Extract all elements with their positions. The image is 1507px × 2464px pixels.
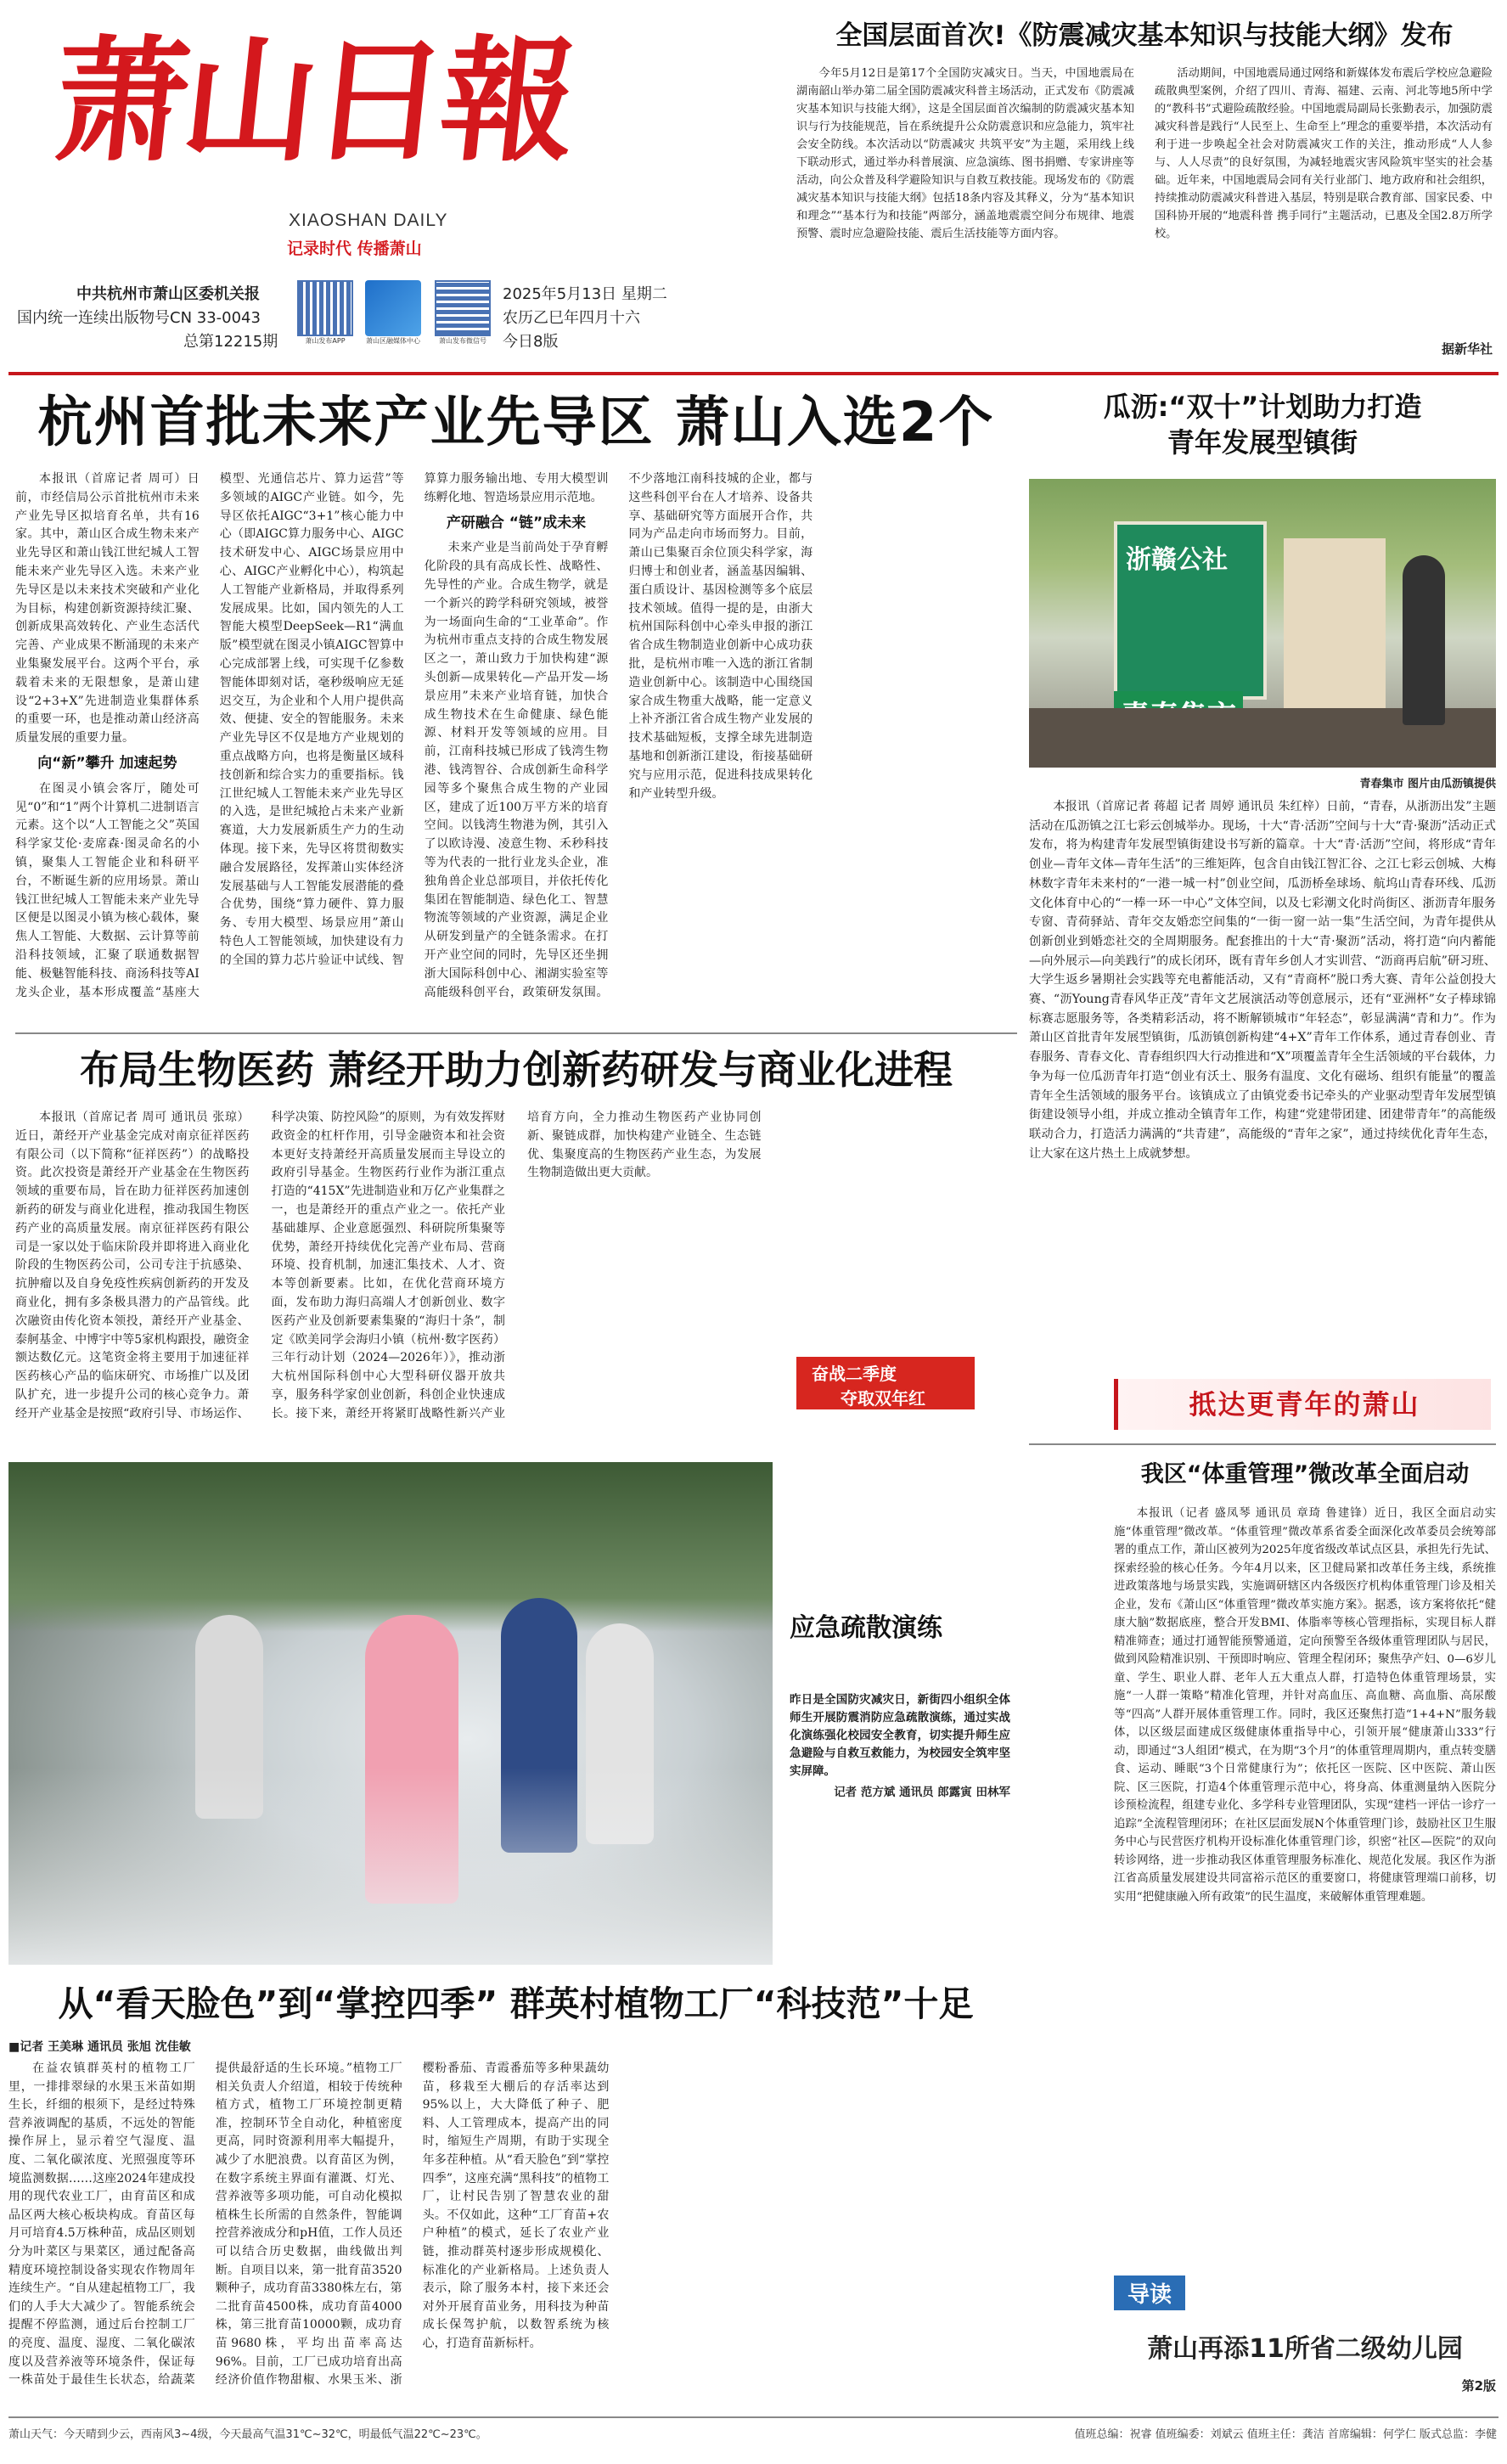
drill-section — [8, 1462, 1027, 1965]
plant-text: 在益农镇群英村的植物工厂里，一排排翠绿的水果玉米苗如期生长，纤细的根须下，是经过特殊营养液调配的基质，不远处的智能操作屏上，显示着空气湿度、温度、二氧化碳浓度、光照强度等环境监测数据……这座2024年建成投用的现代农业工厂，由育苗区和成品区两大核心板块构成。育苗区每月可培育4.5万株种苗，成品区则划分为叶菜区与果菜区，通过配备高精度环境控制设备实现农作物周年连续生产。“自从建起植物工厂，我们的人手大大减少了。智能系统会提醒不停监测，通过后台控制工厂的亮度、温度、湿度、二氧化碳浓度以及营养液等环境条件，保证每一株苗处于最佳生长状态，给蔬菜提供最舒适的生长环境。”植物工厂相关负责人介绍道，相较于传统种植方式，植物工厂环境控制更精准，控制环节全自动化，种植密度更高，同时资源利用率大幅提升，减少了水肥浪费。以育苗区为例，在数字系统主界面有灌溉、灯光、营养液等多项功能，可自动化模拟植株生长所需的自然条件，智能调控营养液成分和pH值，工作人员还可以结合历史数据，曲线做出判断。自项目以来，第一批育苗3520颗种子，成功育苗3380株左右，第二批育苗4500株，成功育苗4000株，第三批育苗10000颗，成功育苗9680株，平均出苗率高达96%。目前，工厂已成功培育出高经济价值作物甜椒、水果玉米、浙樱粉番茄、青霞番茄等多种果蔬幼苗，移栽至大棚后的存活率达到95%以上，大大降低了种子、肥料、人工管理成本，提高产出的同时，缩短生产周期，有助于实现全年多茬种植。从“看天脸色”到“掌控四季”，这座充满“黑科技”的植物工厂，让村民告别了智慧农业的甜头。不仅如此，这种“工厂育苗+农户种植”的模式，延长了农业产业链，推动群英村逐步形成规模化、标准化的产业新格局。上述负责人表示，除了服务本村，接下来还会对外开展育苗业务，用科技为种苗成长保驾护航，以数智系统为核心，打造育苗新标杆。 — [8, 2062, 610, 2388]
lead-subhead-1: 向“新”攀升 加速起势 — [37, 754, 177, 772]
masthead-rule — [8, 372, 1499, 375]
qr-center[interactable] — [365, 280, 421, 345]
section-rule-1 — [15, 1032, 1017, 1034]
footer-rule — [8, 2416, 1499, 2418]
lead-story — [15, 389, 1017, 1022]
masthead-slogan: 记录时代 传播萧山 — [287, 239, 422, 258]
campaign-badge — [796, 1357, 975, 1409]
qr-code-icon — [297, 280, 353, 336]
market-stall-2 — [1284, 538, 1386, 708]
lead-subhead-2: 产研融合 “链”成未来 — [446, 514, 587, 532]
plant-byline: ■记者 王美琳 通讯员 张旭 沈佳敏 — [8, 2040, 191, 2054]
footer-staff: 值班总编：祝睿 值班编委：刘斌云 值班主任：龚洁 首席编辑：何学仁 版式总监：李健 — [1074, 2428, 1497, 2441]
photo-sign-1: 浙赣公社 — [1126, 545, 1228, 575]
youth-banner-text: 抵达更青年的萧山 — [1189, 1388, 1420, 1420]
section-rule-2 — [1029, 1443, 1496, 1445]
guide-label: 导读 — [1114, 2276, 1185, 2310]
youth-banner — [1114, 1379, 1491, 1430]
media-center-logo-icon — [365, 280, 421, 336]
sidebar-youth — [1029, 389, 1496, 1430]
youth-market-photo — [1029, 479, 1496, 768]
drill-caption-box — [790, 1691, 1010, 1799]
guide-title[interactable]: 萧山再添11所省二级幼儿园 — [1147, 2334, 1463, 2364]
person — [1403, 555, 1445, 725]
qr-wechat[interactable] — [435, 280, 491, 345]
campaign-badge-2: 夺取双年红 — [841, 1388, 925, 1409]
drill-title: 应急疏散演练 — [790, 1613, 942, 1643]
guide-box[interactable] — [1114, 2276, 1496, 2407]
publisher: 中共杭州市萧山区委机关报 — [76, 285, 260, 303]
top-story-col1: 今年5月12日是第17个全国防灾减灾日。当天，中国地震局在湖南韶山举办第二届全国防震减灾科普主场活动，正式发布《防震减灾基本知识与技能大纲》，这是全国层面首次编制的防震减灾基本知识与行为技能规范，旨在系统提升公众防震意识和应急能力，筑牢社会安全防线。本次活动以“防震减灾 共筑平安”为主题，采用线上线下联动形式，通过举办科普展演、应急演练、图书捐赠、专家讲座等活动，向公众普及科学避险知识与自救互救技能。现场发布的《防震减灾基本知识与技能大纲》包括18条内容及其释义，分为“基本知识和理念”“基本行为和技能”两部分，涵盖地震震空间分布规律、地震预警、震时应急避险技能、震后生活技能等方面内容。 — [796, 67, 1134, 240]
masthead — [17, 17, 781, 374]
lead-title: 杭州首批未来产业先导区 萧山入选2个 — [37, 391, 995, 454]
plant-story — [8, 1978, 1023, 2411]
page-count: 今日8版 — [503, 333, 559, 351]
plant-title: 从“看天脸色”到“掌控四季” 群英村植物工厂“科技范”十足 — [58, 1983, 974, 2024]
top-story-col2: 活动期间，中国地震局通过网络和新媒体发布震后学校应急避险疏散典型案例，介绍了四川、青海、福建、云南、河北等地5所中学的“教科书”式避险疏散经验。中国地震局副局长张勤表示，加强防震减灾科普是践行“人民至上、生命至上”理念的重要举措，本次活动有利于进一步唤起全社会对防震减灾工作的关注，推动形成“人人参与、人人尽责”的良好氛围，为减轻地震灾害风险筑牢坚实的社会基础。近年来，中国地震局会同有关行业部门、地方政府和社会组织，持续推动防震减灾科普进入基层，特别是联合教育部、国家民委、中国科协开展的“地震科普 携手同行”主题活动，已惠及全国2.8万所学校。 — [1155, 67, 1493, 240]
qr-label: 萧山发布APP — [305, 337, 346, 345]
weight-text: 本报讯（记者 盛凤琴 通讯员 章琦 鲁建锋）近日，我区全面启动实施“体重管理”微改革。“体重管理”微改革系省委全面深化改革委员会统筹部署的重点工作，萧山区被列为2025年度省级改革试点区县，承担先行先试、探索经验的核心任务。今年4月以来，区卫健局紧扣改革任务主线，系统推进政策落地与场景实践，实施调研辖区内各级医疗机构体重管理门诊及相关企业，发布《萧山区“体重管理”微改革实施方案》。据悉，该方案将依托“健康大脑”数据底座，整合开发BMI、体脂率等核心管理指标，实现目标人群精准筛查；通过打通智能预警通道，定向预警至各级体重管理团队与居民，做到风险精准识别、干预即时响应、管理全程闭环；聚焦孕产妇、0—6岁儿童、学生、职业人群、老年人五大重点人群，打造特色体重管理场景，实施“一人群一策略”精准化管理，并针对高血压、高血糖、高血脂、高尿酸等“四高”人群开展体重管理工作。同时，我区还聚焦打造“1+4+N”服务载体，以区级层面建成区级健康体重指导中心，引领开展“健康萧山333”行动，即通过“3人组团”模式，在为期“3个月”的体重管理周期内，重点转变膳食、运动、睡眠“3个日常健康行为”；依托区一医院、区中医院、萧山医院、区三医院，打造4个体重管理示范中心，将身高、体重测量纳入医院分诊预检流程，组建专业化、多学科专业管理团队，实现“建档一评估一诊疗一追踪”全流程管理闭环；在社区层面发展N个体重管理门诊，鼓励社区卫生服务中心与民营医疗机构开设标准化体重管理门诊，织密“社区—医院”的双向转诊网络，进一步推动我区体重管理服务标准化、规范化发展。我区作为浙江省高质量发展建设共同富裕示范区的重要窗口，将健康管理端口前移，切实用“把健康融入所有政策”的民生温度，来破解体重管理难题。 — [1114, 1507, 1496, 1904]
photo-caption: 青春集市 图片由瓜沥镇提供 — [1359, 778, 1496, 790]
issue-number: 总第12215期 — [183, 333, 278, 351]
bio-text: 本报讯（首席记者 周可 通讯员 张琼）近日，萧经开产业基金完成对南京征祥医药有限公司（以下简称“征祥医药”）的战略投资。此次投资是萧经开产业基金在生物医药领域的重要布局，旨在助力征祥医药加速创新药的研发与商业化进程，推动我国生物医药产业的高质量发展。南京征祥医药有限公司是一家以处于临床阶段并即将进入商业化阶段的生物医药公司，公司专注于抗感染、抗肿瘤以及自身免疫性疾病创新药的开发及商业化，拥有多条极具潜力的产品管线。此次融资由传化资本领投，萧经开产业基金、泰舸基金、中博宇中等5家机构跟投，融资金额达数亿元。这笔资金将主要用于加速征祥医药核心产品的临床研究、市场推广以及团队扩充，进一步提升公司的核心竞争力。萧经开产业基金是按照“政府引导、市场运作、科学决策、防控风险”的原则，为有效发挥财政资金的杠杆作用，引导金融资本和社会资本更好支持萧经开高质量发展而主导设立的政府引导基金。生物医药行业作为浙江重点打造的“415X”先进制造业和万亿产业集群之一，也是萧经开的重点产业之一。依托产业基础雄厚、企业意愿强烈、科研院所集聚等优势，萧经开持续优化完善产业布局、营商环境、投育机制，加速汇集技术、人才、资本等创新要素。比如，在优化营商环境方面，发布助力海归高端人才创新创业、数字医药产业及创新要素集聚的“海归十条”，制定《欧美同学会海归小镇（杭州·数字医药）三年行动计划（2024—2026年）》，推动浙大杭州国际科创中心大型科研仪器开放共享，服务科学家创业创新，科创企业快速成长。接下来，萧经开将紧盯战略性新兴产业培育方向，全力推动生物医药产业协同创新、聚链成群，加快构建产业链全、生态链优、集聚度高的生物医药产业生态，为发展生物制造做出更大贡献。 — [15, 1111, 762, 1420]
cn-number: 国内统一连续出版物号CN 33-0043 — [17, 309, 261, 327]
campaign-badge-1: 奋战二季度 — [812, 1364, 897, 1384]
bio-story — [15, 1043, 1017, 1442]
guide-page: 第2版 — [1461, 2378, 1496, 2394]
lead-text: 本报讯（首席记者 周可）日前，市经信局公示首批杭州市未来产业先导区拟培育名单，共有16家。其中，萧山区合成生物未来产业先导区和萧山钱江世纪城人工智能未来产业先导区入选。未来产业先导区是以未来技术突破和产业化为目标，构建创新资源持续汇聚、创新成果高效转化、产业生态活代完善、产业成果不断涌现的未来产业集聚发展平台。这两个平台，承载着未来的无限想象，是萧山建设“2+3+X”先进制造业集群体系的重要一环，也是推动萧山经济高质量发展的重要力量。 — [15, 472, 200, 745]
drill-credit: 记者 范方斌 通讯员 郎露寅 田林军 — [834, 1786, 1010, 1799]
weight-story — [1114, 1454, 1496, 2269]
smoke — [8, 1768, 773, 1965]
qr-label: 萧山发布微信号 — [439, 337, 486, 345]
top-story-title: 全国层面首次!《防震减灾基本知识与技能大纲》发布 — [835, 20, 1454, 51]
qr-code-icon — [435, 280, 491, 336]
drill-photo — [8, 1462, 773, 1965]
lead-text-3: 未来产业是当前尚处于孕育孵化阶段的具有高成长性、战略性、先导性的产业。合成生物学，就是一个新兴的跨学科研究领域，被誉为一场面向生命的“工业革命”。作为杭州市重点支持的合成生物发展区之一，萧山致力于加快构建“源头创新—成果转化—产品开发—场景应用”未来产业培育链，加快合成生物技术在生命健康、绿色能源、材料开发等领域的应用。目前，江南科技城已形成了钱湾生物港、钱湾智谷、合成创新生命科学园等多个聚焦合成生物的产业园区，建成了近100万平方米的培育空间。以钱湾生物港为例，其引入了以欧诗漫、凌意生物、禾秒科技等为代表的一批行业龙头企业，准独角兽企业总部项目，并依托传化集团在智能制造、绿色化工、智慧物流等领域的产业资源，满足企业从研发到量产的全链条需求。在打开产业空间的同时，先导区还坐拥浙大国际科创中心、湘湖实验室等高能级科创平台，政策研发氛围。不少落地江南科技城的企业，都与这些科创平台在人才培养、设备共享、基础研究等方面展开合作，共同为产品走向市场而努力。目前，萧山已集聚百余位顶尖科学家，海归博士和创业者，涵盖基因编辑、蛋白质设计、基因检测等多个底层技术领域。值得一提的是，由浙大杭州国际科创中心牵头申报的浙江省合成生物制造业创新中心成功获批，是杭州市唯一入选的浙江省制造业创新中心。该制造中心围绕国家合成生物重大战略，能一定意义上补齐浙江省合成生物产业发展的技术基础短板，支撑全球先进制造基地和创新浙江建设，衔接基础研究与应用示范，促进科技成果转化和产业转型升级。 — [424, 472, 813, 999]
qr-label: 萧山区融媒体中心 — [366, 337, 420, 345]
top-story-credit: 据新华社 — [1441, 341, 1493, 357]
issue-date: 2025年5月13日 星期二 — [503, 285, 667, 303]
sidebar-title-2: 青年发展型镇街 — [1167, 426, 1358, 458]
masthead-title: 萧山日報 — [46, 23, 579, 180]
lead-text-2: 在图灵小镇会客厅，随处可见“0”和“1”两个计算机二进制语言元素。这个以“人工智能之父”英国科学家艾伦·麦席森·图灵命名的小镇，聚集人工智能企业和科研平台，不断诞生新的应用场景。萧山钱江世纪城人工智能未来产业先导区便是以图灵小镇为核心载体，聚焦人工智能、大数据、云计算等前沿科技领域，汇聚了联通数据智能、极魅智能科技、商汤科技等AI龙头企业，基本形成覆盖“基座大模型、光通信芯片、算力运营”等多领域的AIGC产业链。如今，先导区依托AIGC“3+1”核心能力中心（即AIGC算力服务中心、AIGC技术研发中心、AIGC场景应用中心、AIGC产业孵化中心），构筑起人工智能产业新格局，并取得系列发展成果。比如，国内领先的人工智能大模型DeepSeek—R1“满血版”模型就在图灵小镇AIGC智算中心完成部署上线，可实现千亿参数智能体即刻对话，毫秒级响应无延迟交互，为企业和个人用户提供高效、便捷、安全的智能服务。未来产业先导区不仅是地方产业规划的重点战略方向，也将是衡量区域科技创新和综合实力的重要指标。钱江世纪城人工智能未来产业先导区的入选，是世纪城抢占未来产业新赛道，大力发展新质生产力的生动体现。接下来，先导区将贯彻数实融合发展路径，发挥萧山实体经济发展基础与人工智能发展潜能的叠合优势，围绕“算力硬件、算力服务、专用大模型、场景应用”萧山特色人工智能领域，加快建设有力的全国的算力芯片验证中试线、智算算力服务输出地、专用大模型训练孵化地、智造场景应用示范地。 — [15, 472, 609, 999]
top-story — [796, 17, 1493, 361]
qr-app[interactable] — [297, 280, 353, 345]
drill-caption: 昨日是全国防灾减灾日，新街四小组织全体师生开展防震消防应急疏散演练，通过实战化演练强化校园安全教育，切实提升师生应急避险与自救互救能力，为校园安全筑牢坚实屏障。 — [790, 1693, 1010, 1778]
sidebar-text: 本报讯（首席记者 蒋超 记者 周婷 通讯员 朱红梓）日前，“青春，从浙沥出发”主题活动在瓜沥镇之江七彩云创城举办。现场，十大“青·活沥”空间与十大“青·聚沥”活动正式发布，将为构建青年发展型镇街建设书写新的篇章。十大“青·活沥”空间，将形成“青年创业—青年文体—青年生活”的三维矩阵，包含自由钱江智汇谷、之江七彩云创城、大梅林数字青年未来村的“一港一城一村”创业空间，瓜沥桥垒球场、航坞山青春环线、瓜沥文化体育中心的“一棒一环一中心”文体空间，以及七彩潮文化时尚街区、浙沥青年服务专窗、青荷驿站、青年交友婚恋空间集的“一街一窗一站一集”生活空间，为青年提供从创新创业到婚恋社交的全周期服务。配套推出的十大“青·聚沥”活动，将打造“向内蓄能—向外展示—向美践行”的成长闭环，既有青年乡创人才实训营、“沥商再启航”研习班、大学生返乡暑期社会实践等充电蓄能活动，又有“青商杯”脱口秀大赛、青年公益创投大赛、“沥Young青春风华正茂”青年文艺展演活动等创意展示，还有“亚洲杯”女子棒球锦标赛志愿服务等，各类精彩活动，将不断解锁城市“年轻态”，彰显满满“青和力”。作为萧山区首批青年发展型镇街，瓜沥镇创新构建“4+X”青年工作体系，通过青春创业、青春服务、青春文化、青春组织四大行动推进和“X”项覆盖青年全生活领域的平台载体，力争为每一位瓜沥青年打造“创业有沃土、服务有温度、文化有磁场、组织有能量”的覆盖青年全生活领域的服务平台。该镇成立了由镇党委书记牵头的产业驱动型青年发展型镇街建设领导小组，并成立推动全镇青年工作，构建“党建带团建、团建带青年”的高能级联动合力，打造活力满满的“共青建”，高能级的“青年之家”，通过持续优化青年生态，让大家在这片热土上成就梦想。 — [1029, 800, 1496, 1161]
trees — [8, 1462, 773, 1632]
weight-title: 我区“体重管理”微改革全面启动 — [1140, 1461, 1470, 1488]
masthead-pinyin: XIAOSHAN DAILY — [289, 211, 448, 230]
sidebar-title-1: 瓜沥:“双十”计划助力打造 — [1103, 391, 1422, 423]
lunar-date: 农历乙巳年四月十六 — [503, 309, 640, 327]
footer-weather: 萧山天气：今天晴到少云，西南风3~4级，今天最高气温31℃~32℃，明最低气温22℃~23℃。 — [8, 2428, 487, 2441]
bio-title: 布局生物医药 萧经开助力创新药研发与商业化进程 — [79, 1047, 953, 1093]
